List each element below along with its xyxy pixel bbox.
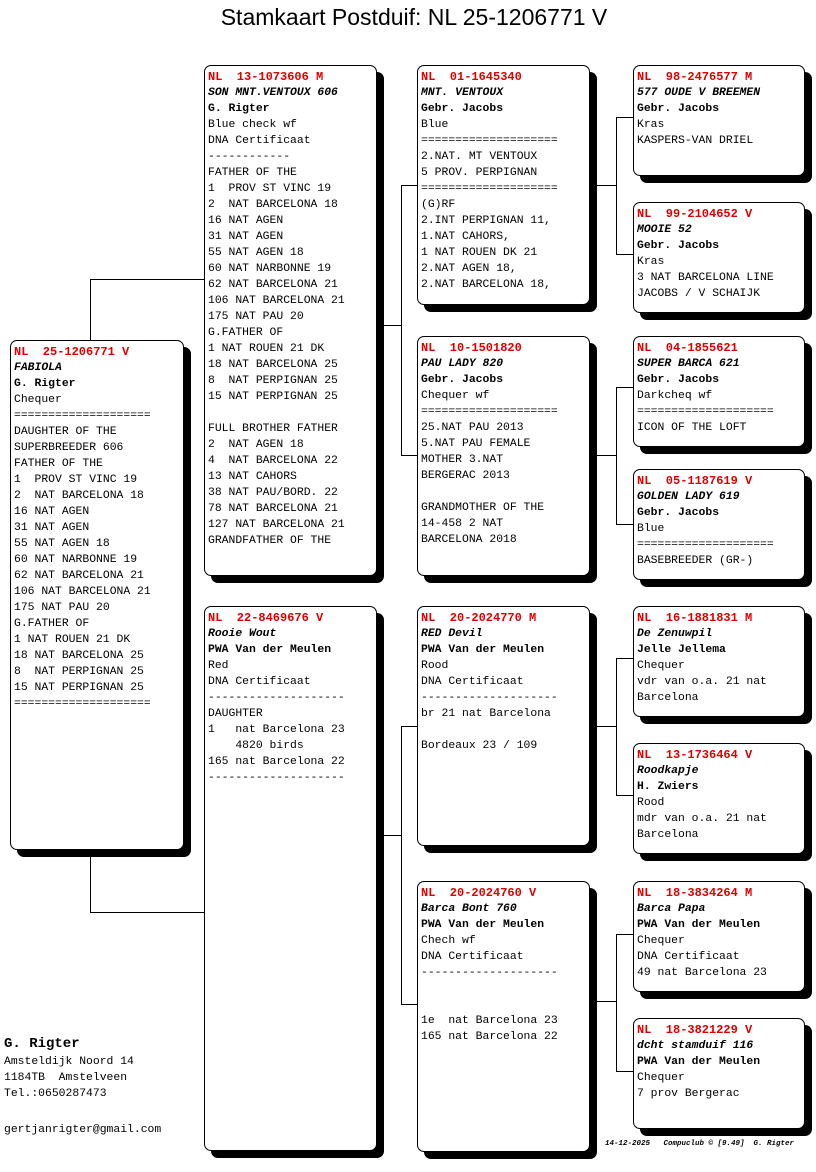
pigeon-owner: Jelle Jellema xyxy=(637,644,726,656)
info-line: Chequer xyxy=(637,1072,685,1084)
breeder-name: G. Rigter xyxy=(4,1036,80,1052)
pigeon-owner: PWA Van der Meulen xyxy=(637,1056,761,1068)
ring-number: NL 18-3821229 V xyxy=(637,1023,753,1037)
connector xyxy=(616,658,617,795)
info-line: 1e nat Barcelona 23 xyxy=(421,1015,558,1027)
info-line: Rood xyxy=(421,660,449,672)
connector xyxy=(90,279,91,340)
info-line: KASPERS-VAN DRIEL xyxy=(637,135,754,147)
info-line: Bordeaux 23 / 109 xyxy=(421,740,538,752)
info-line: 18 NAT BARCELONA 25 xyxy=(208,359,338,371)
info-line: ==================== xyxy=(14,698,151,710)
pigeon-owner: H. Zwiers xyxy=(637,781,699,793)
info-line: BERGERAC 2013 xyxy=(421,470,510,482)
ring-number: NL 25-1206771 V xyxy=(14,345,130,359)
pigeon-owner: PWA Van der Meulen xyxy=(208,644,332,656)
connector xyxy=(596,726,616,727)
breeder-address-line: Amsteldijk Noord 14 xyxy=(4,1056,134,1068)
info-line: FATHER OF THE xyxy=(14,458,103,470)
info-line: 60 NAT NARBONNE 19 xyxy=(208,263,332,275)
info-line xyxy=(208,405,376,421)
pigeon-name: Barca Bont 760 xyxy=(421,903,517,915)
connector xyxy=(596,1001,616,1002)
connector xyxy=(616,934,617,1071)
ring-number: NL 13-1073606 M xyxy=(208,70,324,84)
footer-credit: 14-12-2025 Compuclub © [9.49] G. Rigter xyxy=(605,1140,795,1148)
breeder-phone: Tel.:0650287473 xyxy=(4,1088,107,1100)
ring-number: NL 10-1501820 xyxy=(421,341,522,355)
pigeon-owner: PWA Van der Meulen xyxy=(637,919,761,931)
info-line: Chequer xyxy=(637,935,685,947)
pigeon-name: 577 OUDE V BREEMEN xyxy=(637,87,761,99)
info-line xyxy=(421,484,589,500)
connector xyxy=(401,185,417,186)
info-line: 13 NAT CAHORS xyxy=(208,471,297,483)
info-line: 106 NAT BARCELONA 21 xyxy=(14,586,151,598)
info-line: 1 NAT ROUEN 21 DK xyxy=(208,343,325,355)
info-line: -------------------- xyxy=(208,692,345,704)
pigeon-name: De Zenuwpil xyxy=(637,628,713,640)
pigeon-card-father-father[interactable] xyxy=(417,65,590,305)
ring-number: NL 16-1881831 M xyxy=(637,611,753,625)
info-line: 1 nat Barcelona 23 xyxy=(208,724,345,736)
connector xyxy=(616,387,617,524)
info-line: 165 nat Barcelona 22 xyxy=(421,1031,558,1043)
pigeon-name: SUPER BARCA 621 xyxy=(637,358,740,370)
info-line: 2.NAT AGEN 18, xyxy=(421,263,517,275)
ring-number: NL 05-1187619 V xyxy=(637,474,753,488)
pigeon-owner: Gebr. Jacobs xyxy=(421,374,504,386)
info-line: G.FATHER OF xyxy=(208,327,284,339)
info-line: (G)RF xyxy=(421,199,456,211)
pigeon-owner: Gebr. Jacobs xyxy=(637,374,720,386)
connector xyxy=(401,185,402,456)
pigeon-owner: G. Rigter xyxy=(208,103,270,115)
info-line xyxy=(421,981,589,997)
pigeon-card-mother-mother[interactable] xyxy=(417,881,590,1152)
info-line: 2.NAT. MT VENTOUX xyxy=(421,151,538,163)
info-line: FATHER OF THE xyxy=(208,167,297,179)
info-line: DAUGHTER xyxy=(208,708,263,720)
pigeon-card-father[interactable] xyxy=(204,65,377,576)
info-line: FULL BROTHER FATHER xyxy=(208,423,338,435)
info-line: Chequer xyxy=(14,394,62,406)
info-line: 8 NAT PERPIGNAN 25 xyxy=(208,375,338,387)
connector xyxy=(90,850,91,912)
ring-number: NL 98-2476577 M xyxy=(637,70,753,84)
info-line: Blue xyxy=(421,119,449,131)
connector xyxy=(616,387,633,388)
info-line: 4 NAT BARCELONA 22 xyxy=(208,455,338,467)
pigeon-name: Roodkapje xyxy=(637,765,699,777)
info-line: BARCELONA 2018 xyxy=(421,534,517,546)
info-line: mdr van o.a. 21 nat xyxy=(637,813,767,825)
info-line: Barcelona xyxy=(637,829,699,841)
pigeon-name: Rooie Wout xyxy=(208,628,277,640)
info-line: 127 NAT BARCELONA 21 xyxy=(208,519,345,531)
pigeon-card-ffm[interactable] xyxy=(633,202,805,313)
info-line xyxy=(421,722,589,738)
info-line: DAUGHTER OF THE xyxy=(14,426,117,438)
info-line: 165 nat Barcelona 22 xyxy=(208,756,345,768)
pigeon-name: GOLDEN LADY 619 xyxy=(637,491,740,503)
info-line: 14-458 2 NAT xyxy=(421,518,504,530)
info-line: Kras xyxy=(637,119,665,131)
info-line: DNA Certificaat xyxy=(421,676,524,688)
info-line: -------------------- xyxy=(421,967,558,979)
info-line: 55 NAT AGEN 18 xyxy=(208,247,304,259)
info-line: Darkcheq wf xyxy=(637,390,713,402)
info-line: 15 NAT PERPIGNAN 25 xyxy=(208,391,338,403)
info-line: 106 NAT BARCELONA 21 xyxy=(208,295,345,307)
connector xyxy=(401,455,417,456)
info-line: ==================== xyxy=(421,135,558,147)
info-line: 25.NAT PAU 2013 xyxy=(421,422,524,434)
info-line: 18 NAT BARCELONA 25 xyxy=(14,650,144,662)
info-line: ==================== xyxy=(421,406,558,418)
pigeon-card-fmm[interactable] xyxy=(633,469,805,580)
pigeon-card-subject[interactable] xyxy=(10,340,184,850)
breeder-address-line: 1184TB Amstelveen xyxy=(4,1072,128,1084)
info-line: 16 NAT AGEN xyxy=(14,506,90,518)
connector xyxy=(401,1004,417,1005)
info-line: 16 NAT AGEN xyxy=(208,215,284,227)
breeder-email[interactable]: gertjanrigter@gmail.com xyxy=(4,1124,162,1136)
ring-number: NL 20-2024760 V xyxy=(421,886,537,900)
info-line: DNA Certificaat xyxy=(208,135,311,147)
info-line: ------------ xyxy=(208,151,291,163)
connector xyxy=(596,455,616,456)
info-line: Blue check wf xyxy=(208,119,297,131)
connector xyxy=(401,726,402,1005)
connector xyxy=(616,795,633,796)
info-line: JACOBS / V SCHAIJK xyxy=(637,288,761,300)
pigeon-card-mother-father[interactable] xyxy=(417,606,590,846)
pigeon-name: FABIOLA xyxy=(14,362,62,374)
connector xyxy=(616,254,633,255)
connector xyxy=(616,658,633,659)
pigeon-name: PAU LADY 820 xyxy=(421,358,504,370)
pigeon-name: MOOIE 52 xyxy=(637,224,692,236)
info-line: DNA Certificaat xyxy=(421,951,524,963)
info-line: 175 NAT PAU 20 xyxy=(208,311,304,323)
info-line: GRANDMOTHER OF THE xyxy=(421,502,545,514)
info-line: Red xyxy=(208,660,229,672)
info-line: 8 NAT PERPIGNAN 25 xyxy=(14,666,144,678)
pigeon-name: SON MNT.VENTOUX 606 xyxy=(208,87,338,99)
info-line: -------------------- xyxy=(421,692,558,704)
pigeon-owner: Gebr. Jacobs xyxy=(637,507,720,519)
info-line: 2 NAT BARCELONA 18 xyxy=(14,490,144,502)
ring-number: NL 13-1736464 V xyxy=(637,748,753,762)
connector xyxy=(383,325,401,326)
info-line: 1 NAT ROUEN DK 21 xyxy=(421,247,538,259)
connector xyxy=(401,726,417,727)
pigeon-name: dcht stamduif 116 xyxy=(637,1040,754,1052)
breeder-info xyxy=(4,1034,134,1102)
pigeon-card-mfm[interactable] xyxy=(633,743,805,854)
ring-number: NL 20-2024770 M xyxy=(421,611,537,625)
pigeon-owner: PWA Van der Meulen xyxy=(421,644,545,656)
info-line: 31 NAT AGEN xyxy=(208,231,284,243)
info-line: ==================== xyxy=(421,183,558,195)
connector xyxy=(616,117,633,118)
info-line: 78 NAT BARCELONA 21 xyxy=(208,503,338,515)
pigeon-owner: Gebr. Jacobs xyxy=(637,103,720,115)
info-line: 7 prov Bergerac xyxy=(637,1088,740,1100)
info-line: ==================== xyxy=(637,539,774,551)
info-line: Chequer xyxy=(637,660,685,672)
info-line: 1 PROV ST VINC 19 xyxy=(14,474,138,486)
info-line: G.FATHER OF xyxy=(14,618,90,630)
info-line: vdr van o.a. 21 nat xyxy=(637,676,767,688)
info-line: GRANDFATHER OF THE xyxy=(208,535,332,547)
info-line: 1 PROV ST VINC 19 xyxy=(208,183,332,195)
info-line: Chech wf xyxy=(421,935,476,947)
info-line: 5 PROV. PERPIGNAN xyxy=(421,167,538,179)
info-line: 38 NAT PAU/BORD. 22 xyxy=(208,487,338,499)
pigeon-card-fff[interactable] xyxy=(633,65,805,176)
info-line: 2 NAT BARCELONA 18 xyxy=(208,199,338,211)
pigeon-owner: Gebr. Jacobs xyxy=(421,103,504,115)
ring-number: NL 99-2104652 V xyxy=(637,207,753,221)
info-line: 2.INT PERPIGNAN 11, xyxy=(421,215,551,227)
info-line: 175 NAT PAU 20 xyxy=(14,602,110,614)
info-line: 5.NAT PAU FEMALE xyxy=(421,438,531,450)
pigeon-name: MNT. VENTOUX xyxy=(421,87,504,99)
info-line: br 21 nat Barcelona xyxy=(421,708,551,720)
info-line: Kras xyxy=(637,256,665,268)
info-line: 2 NAT AGEN 18 xyxy=(208,439,304,451)
connector xyxy=(90,279,204,280)
info-line: 3 NAT BARCELONA LINE xyxy=(637,272,774,284)
info-line xyxy=(421,997,589,1013)
connector xyxy=(616,934,633,935)
info-line: DNA Certificaat xyxy=(637,951,740,963)
connector xyxy=(596,185,616,186)
connector xyxy=(383,835,401,836)
connector xyxy=(616,117,617,254)
info-line: ICON OF THE LOFT xyxy=(637,422,747,434)
info-line: 4820 birds xyxy=(208,740,304,752)
info-line: Blue xyxy=(637,523,665,535)
info-line: 1.NAT CAHORS, xyxy=(421,231,510,243)
pigeon-owner: Gebr. Jacobs xyxy=(637,240,720,252)
connector xyxy=(616,1071,633,1072)
ring-number: NL 22-8469676 V xyxy=(208,611,324,625)
page-title: Stamkaart Postduif: NL 25-1206771 V xyxy=(220,4,608,30)
info-line: Rood xyxy=(637,797,665,809)
pigeon-card-mff[interactable] xyxy=(633,606,805,717)
info-line: 55 NAT AGEN 18 xyxy=(14,538,110,550)
pigeon-owner: PWA Van der Meulen xyxy=(421,919,545,931)
pigeon-owner: G. Rigter xyxy=(14,378,76,390)
info-line: 2.NAT BARCELONA 18, xyxy=(421,279,551,291)
info-line: SUPERBREEDER 606 xyxy=(14,442,124,454)
pigeon-card-fmf[interactable] xyxy=(633,336,805,447)
info-line: Barcelona xyxy=(637,692,699,704)
info-line: 62 NAT BARCELONA 21 xyxy=(14,570,144,582)
pigeon-card-mmf[interactable] xyxy=(633,881,805,992)
info-line: Chequer wf xyxy=(421,390,490,402)
pigeon-card-mmm[interactable] xyxy=(633,1018,805,1129)
info-line: -------------------- xyxy=(208,772,345,784)
info-line: ==================== xyxy=(14,410,151,422)
pigeon-card-father-mother[interactable] xyxy=(417,336,590,576)
ring-number: NL 01-1645340 xyxy=(421,70,522,84)
info-line: MOTHER 3.NAT xyxy=(421,454,504,466)
pigeon-card-mother[interactable] xyxy=(204,606,377,1151)
info-line: 62 NAT BARCELONA 21 xyxy=(208,279,338,291)
connector xyxy=(616,524,633,525)
ring-number: NL 04-1855621 xyxy=(637,341,738,355)
info-line: BASEBREEDER (GR-) xyxy=(637,555,754,567)
info-line: DNA Certificaat xyxy=(208,676,311,688)
info-line: 1 NAT ROUEN 21 DK xyxy=(14,634,131,646)
pigeon-name: Barca Papa xyxy=(637,903,706,915)
info-line: 49 nat Barcelona 23 xyxy=(637,967,767,979)
info-line: ==================== xyxy=(637,406,774,418)
connector xyxy=(90,912,204,913)
info-line: 31 NAT AGEN xyxy=(14,522,90,534)
ring-number: NL 18-3834264 M xyxy=(637,886,753,900)
info-line: 15 NAT PERPIGNAN 25 xyxy=(14,682,144,694)
info-line: 60 NAT NARBONNE 19 xyxy=(14,554,138,566)
pigeon-name: RED Devil xyxy=(421,628,483,640)
